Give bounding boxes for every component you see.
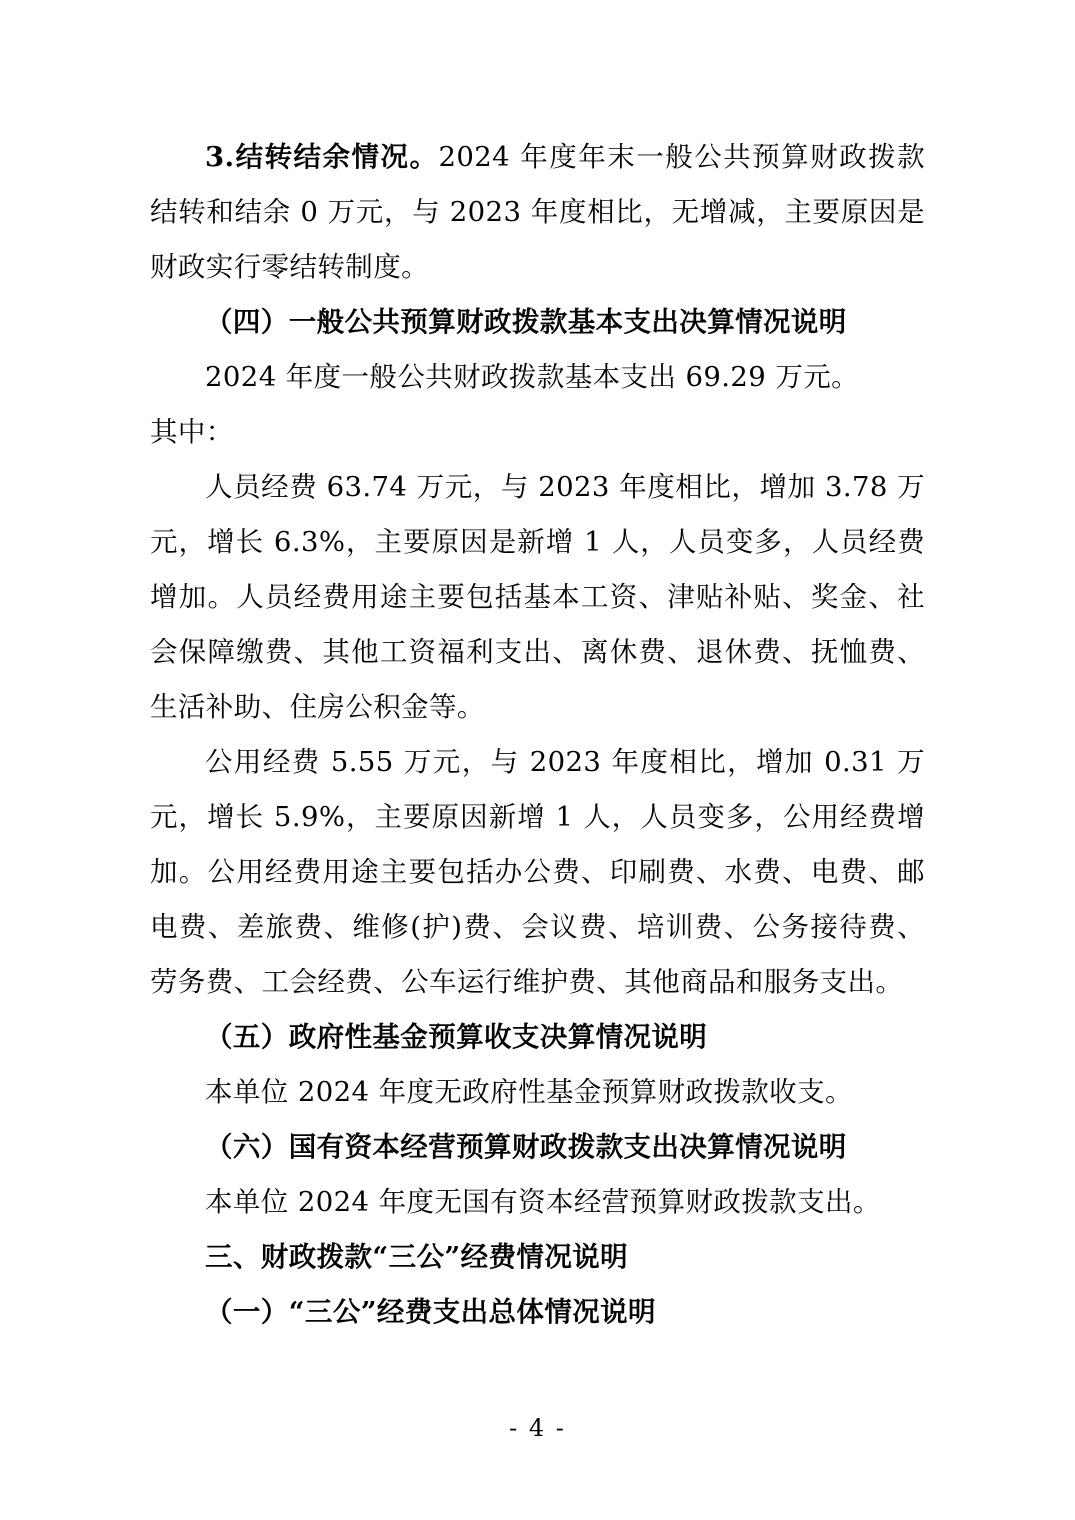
heading-subsection-one: （一）“三公”经费支出总体情况说明 <box>205 1296 656 1328</box>
paragraph-text: 2024 年度年末一般公共预算财政拨款结转和结余 0 万元，与 2023 年度相比，无增减，主要原因是财政实行零结转制度。 <box>150 141 925 283</box>
document-body <box>150 130 925 1340</box>
paragraph-lead-label: 3.结转结余情况。 <box>205 141 439 173</box>
paragraph-among-which: 其中： <box>150 416 234 448</box>
heading-section-four: （四）一般公共预算财政拨款基本支出决算情况说明 <box>205 306 847 338</box>
paragraph-public-expenses: 公用经费 5.55 万元，与 2023 年度相比，增加 0.31 万元，增长 5.9%，主要原因新增 1 人，人员变多，公用经费增加。公用经费用途主要包括办公费、印刷费、水费、电费、邮电费、差旅费、维修(护)费、会议费、培训费、公务接待费、劳务费、工会经费、公车运行维护费、其他商品和服务支出。 <box>150 746 925 998</box>
heading-section-five: （五）政府性基金预算收支决算情况说明 <box>205 1021 708 1053</box>
paragraph-basic-expenditure: 2024 年度一般公共财政拨款基本支出 69.29 万元。 <box>205 361 860 393</box>
paragraph-carryover-balance <box>150 130 925 295</box>
paragraph-personnel-expenses: 人员经费 63.74 万元，与 2023 年度相比，增加 3.78 万元，增长 6.3%，主要原因是新增 1 人，人员变多，人员经费增加。人员经费用途主要包括基本工资、津贴补贴、奖金、社会保障缴费、其他工资福利支出、离休费、退休费、抚恤费、生活补助、住房公积金等。 <box>150 471 925 723</box>
page-number: - 4 - <box>509 1414 566 1442</box>
heading-section-three: 三、财政拨款“三公”经费情况说明 <box>205 1241 629 1273</box>
paragraph-state-capital: 本单位 2024 年度无国有资本经营预算财政拨款支出。 <box>205 1186 881 1218</box>
paragraph-government-fund: 本单位 2024 年度无政府性基金预算财政拨款收支。 <box>205 1076 853 1108</box>
heading-section-six: （六）国有资本经营预算财政拨款支出决算情况说明 <box>205 1131 847 1163</box>
